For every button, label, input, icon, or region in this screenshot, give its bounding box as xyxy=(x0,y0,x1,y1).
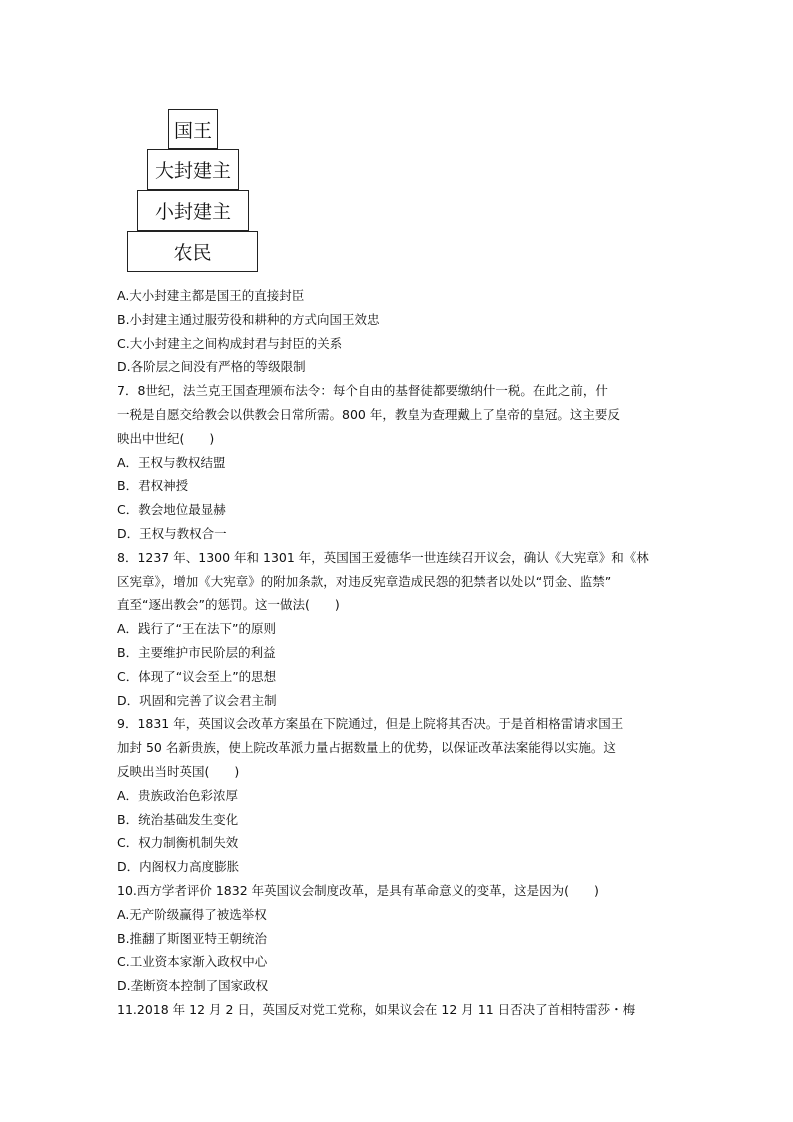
text-line: A.无产阶级赢得了被选举权 xyxy=(117,906,267,922)
text-line: D．王权与教权合一 xyxy=(117,525,227,541)
text-line: 直至“逐出教会”的惩罚。这一做法( ) xyxy=(117,597,340,613)
text-line: 一税是自愿交给教会以供教会日常所需。800 年，教皇为查理戴上了皇帝的皇冠。这主要反 xyxy=(117,406,620,422)
text-line: 9．1831 年，英国议会改革方案虽在下院通过，但是上院将其否决。于是首相格雷请求国王 xyxy=(117,716,624,732)
text-line: 11.2018 年 12 月 2 日，英国反对党工党称，如果议会在 12 月 11 日否决了首相特雷莎・梅 xyxy=(117,1001,636,1017)
text-line: A．践行了“王在法下”的原则 xyxy=(117,621,277,637)
text-line: C．体现了“议会至上”的思想 xyxy=(117,668,277,684)
text-line: 映出中世纪( ) xyxy=(117,430,215,446)
text-line: B．主要维护市民阶层的利益 xyxy=(117,644,276,660)
text-line: D.垄断资本控制了国家政权 xyxy=(117,978,269,994)
level-lesser-lords: 小封建主 xyxy=(137,190,249,231)
text-line: A.大小封建主都是国王的直接封臣 xyxy=(117,288,305,303)
text-line: C.工业资本家渐入政权中心 xyxy=(117,954,268,970)
text-line: 反映出当时英国( ) xyxy=(117,763,240,779)
text-line: 加封 50 名新贵族，使上院改革派力量占据数量上的优势，以保证改革法案能得以实施。这 xyxy=(117,740,616,756)
text-line: A．贵族政治色彩浓厚 xyxy=(117,787,239,803)
text-line: 7．8世纪，法兰克王国查理颁布法令：每个自由的基督徒都要缴纳什一税。在此之前，什 xyxy=(117,383,608,399)
text-line: A．王权与教权结盟 xyxy=(117,454,226,470)
text-line: 区宪章》，增加《大宪章》的附加条款，对违反宪章造成民怨的犯禁者以处以“罚金、监禁” xyxy=(117,573,612,589)
text-line: D．巩固和完善了议会君主制 xyxy=(117,692,277,708)
text-line: D．内阁权力高度膨胀 xyxy=(117,859,240,875)
question-text xyxy=(117,284,682,1022)
text-line: C．教会地位最显赫 xyxy=(117,502,226,518)
level-peasants: 农民 xyxy=(127,231,258,272)
level-great-lords: 大封建主 xyxy=(147,149,239,190)
text-line: B．统治基础发生变化 xyxy=(117,811,239,827)
text-line: B.小封建主通过服劳役和耕种的方式向国王效忠 xyxy=(117,311,380,327)
feudal-hierarchy-diagram xyxy=(0,0,300,280)
text-line: B．君权神授 xyxy=(117,478,189,494)
level-king: 国王 xyxy=(168,109,218,149)
text-line: B.推翻了斯图亚特王朝统治 xyxy=(117,930,268,946)
text-line: 10.西方学者评价 1832 年英国议会制度改革，是具有革命意义的变革，这是因为( ) xyxy=(117,882,599,898)
text-line: C．权力制衡机制失效 xyxy=(117,835,239,851)
text-line: 8．1237 年、1300 年和 1301 年，英国国王爱德华一世连续召开议会，确认《大宪章》和《林 xyxy=(117,549,649,565)
text-line: D.各阶层之间没有严格的等级限制 xyxy=(117,359,306,375)
text-line: C.大小封建主之间构成封君与封臣的关系 xyxy=(117,335,343,351)
